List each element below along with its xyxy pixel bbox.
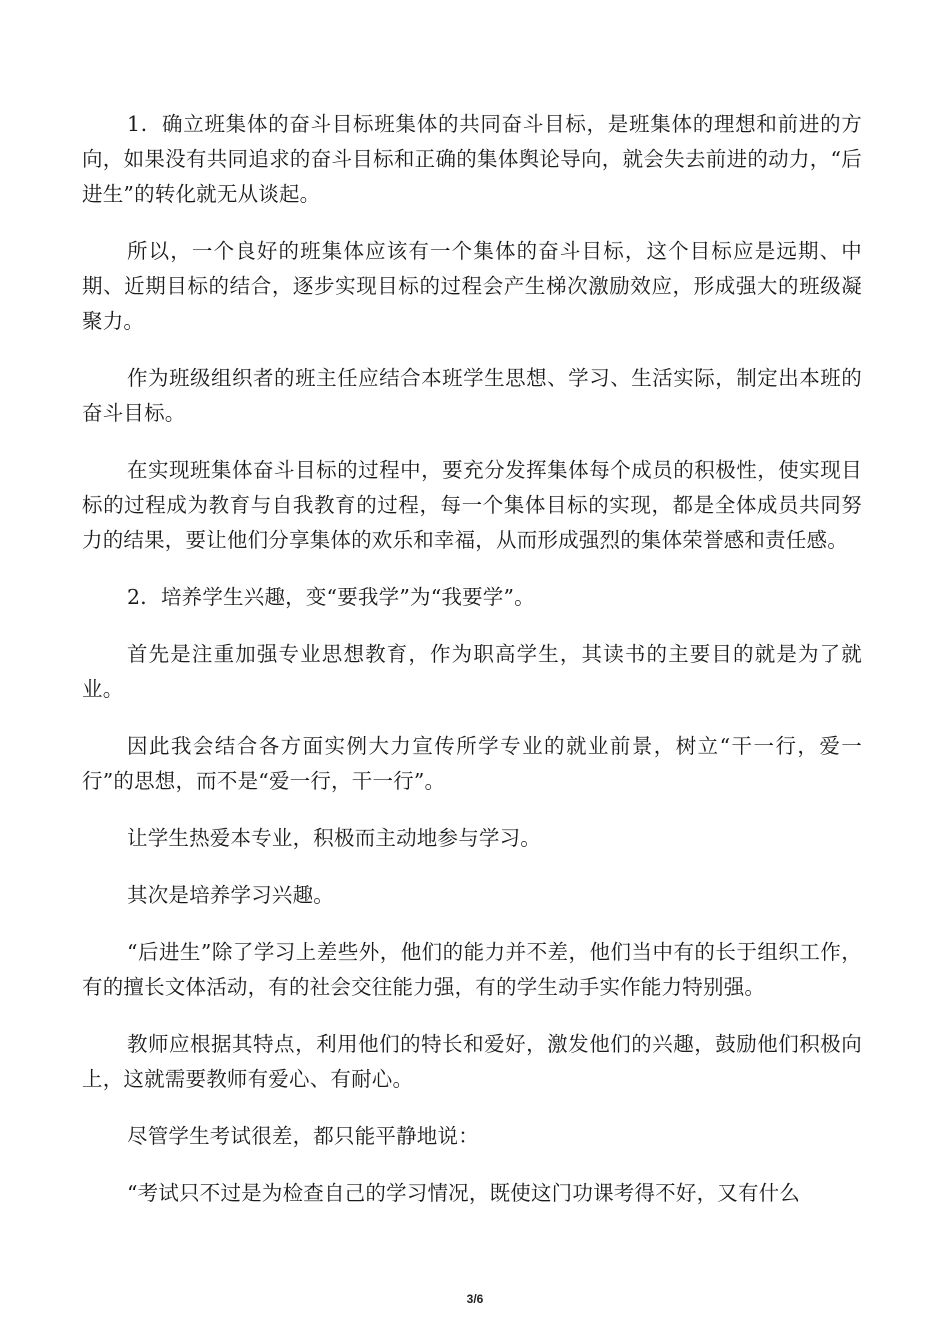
paragraph: “考试只不过是为检查自己的学习情况，既使这门功课考得不好，又有什么: [127, 1181, 801, 1205]
page-number: 3/6: [466, 1292, 484, 1306]
paragraph: 在实现班集体奋斗目标的过程中，要充分发挥集体每个成员的积极性，使实现目标的过程成为教育与自我教育的过程，每一个集体目标的实现，都是全体成员共同努力的结果，要让他们分享集体的欢乐和幸福，从而形成强烈的集体荣誉感和责任感。: [82, 458, 862, 552]
paragraph: 2．培养学生兴趣，变“要我学”为“我要学”。: [127, 585, 535, 609]
document-body: [82, 107, 862, 1233]
paragraph: 1．确立班集体的奋斗目标班集体的共同奋斗目标，是班集体的理想和前进的方向，如果没有共同追求的奋斗目标和正确的集体舆论导向，就会失去前进的动力，“后进生”的转化就无从谈起。: [82, 112, 862, 206]
paragraph: “后进生”除了学习上差些外，他们的能力并不差，他们当中有的长于组织工作，有的擅长文体活动，有的社会交往能力强，有的学生动手实作能力特别强。: [82, 940, 862, 999]
paragraph: 作为班级组织者的班主任应结合本班学生思想、学习、生活实际，制定出本班的奋斗目标。: [82, 366, 862, 425]
paragraph: 教师应根据其特点，利用他们的特长和爱好，激发他们的兴趣，鼓励他们积极向上，这就需要教师有爱心、有耐心。: [82, 1032, 862, 1091]
paragraph: 所以，一个良好的班集体应该有一个集体的奋斗目标，这个目标应是远期、中期、近期目标的结合，逐步实现目标的过程会产生梯次激励效应，形成强大的班级凝聚力。: [82, 239, 862, 333]
paragraph: 尽管学生考试很差，都只能平静地说：: [127, 1124, 479, 1148]
paragraph: 让学生热爱本专业，积极而主动地参与学习。: [127, 826, 541, 850]
paragraph: 首先是注重加强专业思想教育，作为职高学生，其读书的主要目的就是为了就业。: [82, 642, 862, 701]
paragraph: 其次是培养学习兴趣。: [127, 883, 334, 907]
paragraph: 因此我会结合各方面实例大力宣传所学专业的就业前景，树立“干一行，爱一行”的思想，而不是“爱一行，干一行”。: [82, 734, 862, 793]
